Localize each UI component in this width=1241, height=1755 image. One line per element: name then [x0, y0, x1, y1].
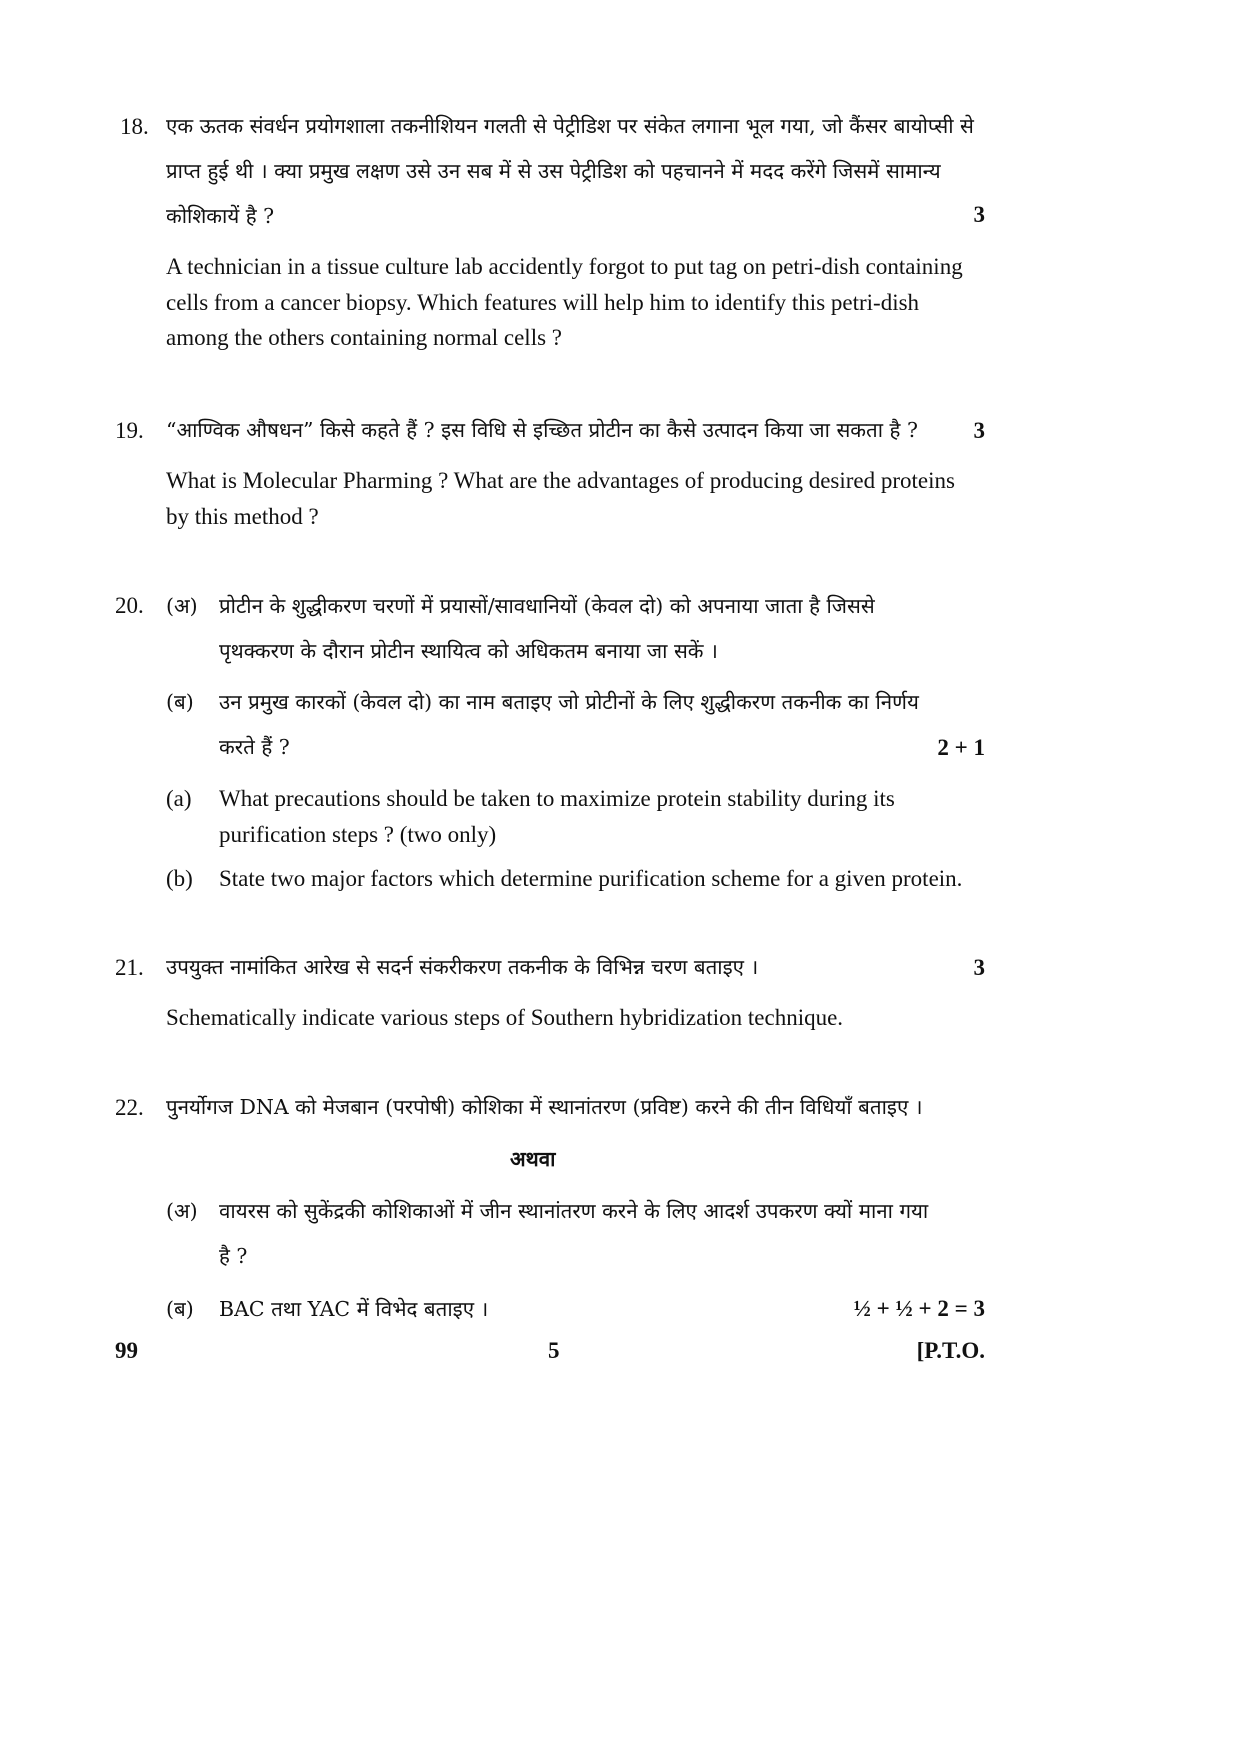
question-20-a-label-english: (a): [166, 786, 192, 811]
question-22-b-hindi: BAC तथा YAC में विभेद बताइए ।: [219, 1297, 489, 1321]
question-21-english: Schematically indicate various steps of Southern hybridization technique.: [166, 1005, 844, 1030]
question-21-hindi: उपयुक्त नामांकित आरेख से सदर्न संकरीकरण तकनीक के विभिन्न चरण बताइए ।: [166, 955, 759, 979]
paper-code: 99: [115, 1338, 138, 1363]
question-21-marks: 3: [973, 955, 985, 980]
question-22-b-label-hindi: (ब): [166, 1297, 194, 1321]
question-22-a-hindi-line-2: है ?: [219, 1244, 248, 1268]
question-18-hindi-line-3: कोशिकायें है ?: [166, 204, 275, 228]
question-20-b-hindi-line-2: करते हैं ?: [219, 735, 290, 759]
question-18-english-line-2: cells from a cancer biopsy. Which features will help him to identify this petri-dish: [166, 290, 920, 315]
question-20-a-english-line-2: purification steps ? (two only): [219, 822, 497, 847]
question-20-a-hindi-line-2: पृथक्करण के दौरान प्रोटीन स्थायित्व को अधिकतम बनाया जा सकें ।: [219, 639, 718, 663]
question-22-a-hindi-line-1: वायरस को सुकेंद्रकी कोशिकाओं में जीन स्थानांतरण करने के लिए आदर्श उपकरण क्यों माना गया: [219, 1199, 929, 1223]
question-20-a-label-hindi: (अ): [166, 594, 198, 618]
question-20-b-label-english: (b): [166, 866, 193, 891]
please-turn-over: [P.T.O.: [916, 1338, 985, 1363]
question-20-number: 20.: [115, 593, 144, 618]
question-19-hindi: “आण्विक औषधन” किसे कहते हैं ? इस विधि से इच्छित प्रोटीन का कैसे उत्पादन किया जा सकता है ?: [166, 418, 918, 442]
question-20-a-hindi-line-1: प्रोटीन के शुद्धीकरण चरणों में प्रयासों/सावधानियों (केवल दो) को अपनाया जाता है जिससे: [219, 594, 875, 618]
question-18-marks: 3: [973, 202, 985, 227]
question-20-marks: 2 + 1: [937, 735, 985, 760]
question-18-english-line-1: A technician in a tissue culture lab accidently forgot to put tag on petri-dish containing: [166, 254, 963, 279]
question-18-number: 18.: [120, 114, 149, 139]
question-18-hindi-line-1: एक ऊतक संवर्धन प्रयोगशाला तकनीशियन गलती से पेट्रीडिश पर संकेत लगाना भूल गया, जो कैंसर बायोप्सी से: [166, 114, 974, 138]
question-22-marks: ½ + ½ + 2 = 3: [853, 1296, 985, 1321]
question-19-number: 19.: [115, 418, 144, 443]
question-22-number: 22.: [115, 1095, 144, 1120]
question-22-or-label: अथवा: [510, 1147, 556, 1171]
question-19-english-line-2: by this method ?: [166, 504, 319, 529]
question-20-a-english-line-1: What precautions should be taken to maximize protein stability during its: [219, 786, 895, 811]
question-18-english-line-3: among the others containing normal cells ?: [166, 325, 562, 350]
question-20-b-english: State two major factors which determine purification scheme for a given protein.: [219, 866, 963, 891]
question-20-b-hindi-line-1: उन प्रमुख कारकों (केवल दो) का नाम बताइए जो प्रोटीनों के लिए शुद्धीकरण तकनीक का निर्णय: [219, 690, 919, 714]
question-21-number: 21.: [115, 955, 144, 980]
question-18-hindi-line-2: प्राप्त हुई थी । क्या प्रमुख लक्षण उसे उन सब में से उस पेट्रीडिश को पहचानने में मदद करेंगे जिसमें सामान्य: [166, 159, 941, 183]
question-19-english-line-1: What is Molecular Pharming ? What are the advantages of producing desired proteins: [166, 468, 955, 493]
question-19-marks: 3: [973, 418, 985, 443]
question-22-hindi: पुनर्योगज DNA को मेजबान (परपोषी) कोशिका में स्थानांतरण (प्रविष्ट) करने की तीन विधियाँ बताइए ।: [166, 1095, 923, 1119]
question-22-a-label-hindi: (अ): [166, 1199, 198, 1223]
question-20-b-label-hindi: (ब): [166, 690, 194, 714]
page-number: 5: [548, 1338, 560, 1363]
